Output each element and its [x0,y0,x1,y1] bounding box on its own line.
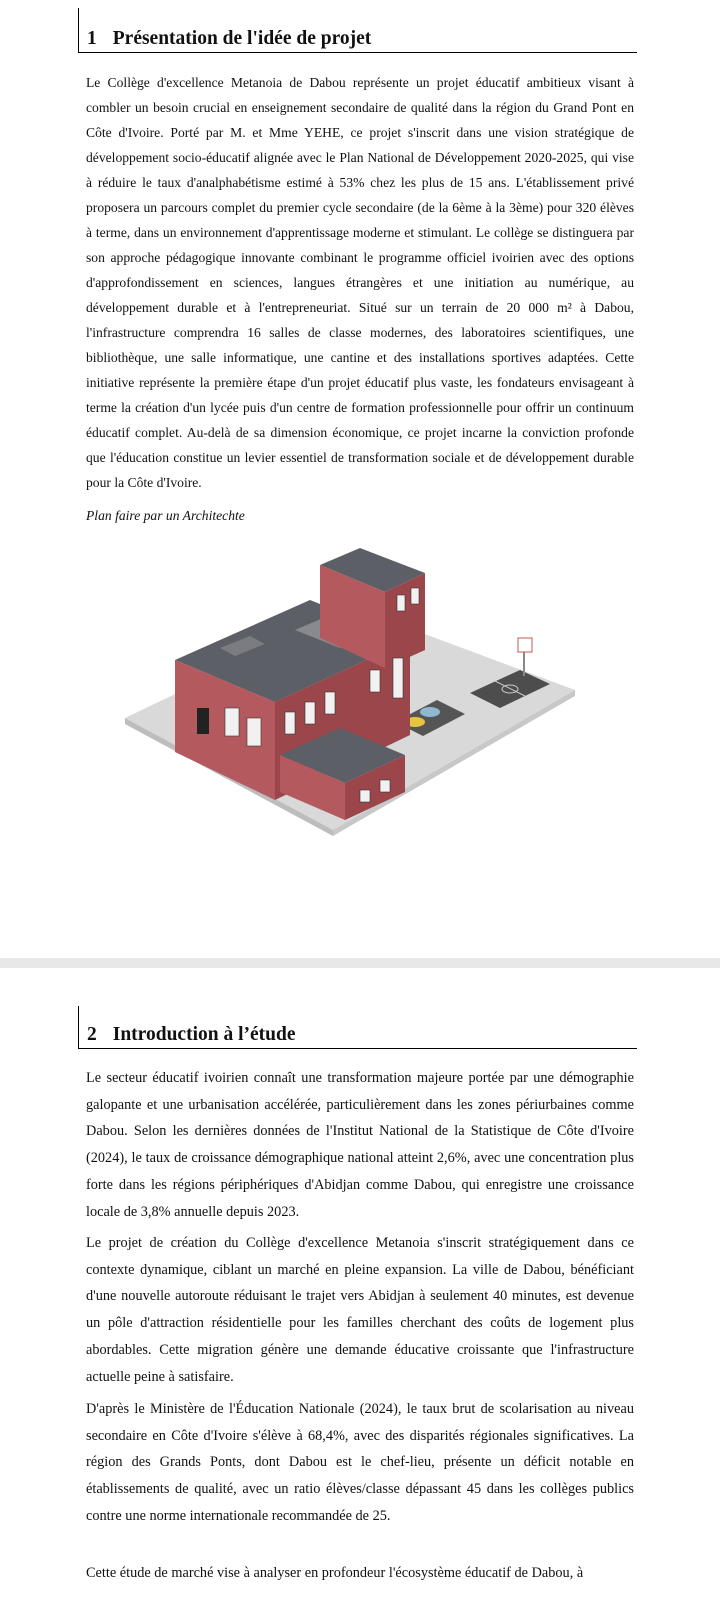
section-1-paragraph: Le Collège d'excellence Metanoia de Dabou représente un projet éducatif ambitieux visant à combler un besoin crucial en enseignement secondaire de qualité dans la région du Grand Pont en Côte d'Ivoire. Porté par M. et Mme YEHE, ce projet s'inscrit dans une vision stratégique de développement socio-éducatif alignée avec le Plan National de Développement 2020-2025, qui vise à réduire le taux d'analphabétisme estimé à 53% chez les plus de 15 ans. L'établissement privé proposera un parcours complet du premier cycle secondaire (de la 6ème à la 3ème) pour 320 élèves à terme, dans un environnement d'apprentissage moderne et stimulant. Le collège se distinguera par son approche pédagogique innovante combinant le programme officiel ivoirien avec des options d'approfondissement en sciences, langues étrangères et une initiation au numérique, au développement durable et à l'entrepreneuriat. Situé sur un terrain de 20 000 m² à Dabou, l'infrastructure comprendra 16 salles de classe modernes, des laboratoires scientifiques, une bibliothèque, une salle informatique, une cantine et des installations sportives adaptées. Cette initiative représente la première étape d'un projet éducatif plus vaste, les fondateurs envisageant à terme la création d'un lycée puis d'un centre de formation professionnelle pour offrir un continuum éducatif complet. Au-delà de sa dimension économique, ce projet incarne la conviction profonde que l'éducation constitue un levier essentiel de transformation sociale et de développement durable pour la Côte d'Ivoire. [86,75,634,490]
blue-car [420,707,440,717]
section-2-number: 2 [87,1024,97,1045]
section-2-title-text: Introduction à l’étude [112,1024,296,1045]
page-separator [0,958,720,968]
figure-caption: Plan faire par un Architechte [86,508,245,523]
section-2-paragraph-4: Cette étude de marché vise à analyser en profondeur l'écosystème éducatif de Dabou, à [86,1565,584,1581]
section-1-heading [78,8,637,53]
section-2-paragraph-3: D'après le Ministère de l'Éducation Nationale (2024), le taux brut de scolarisation au niveau secondaire en Côte d'Ivoire s'élève à 68,4%, avec des disparités régionales significatives. La région des Grands Ponts, dont Dabou est le chef-lieu, présente un déficit notable en établissements de qualité, avec un ratio élèves/classe dépassant 45 dans les collèges publics contre une norme internationale recommandée de 25. [86,1401,634,1524]
architect-building-illustration [125,540,595,860]
document-page-2 [0,968,720,1612]
section-1-title [79,26,371,52]
section-2-heading [78,1006,637,1049]
basketball-hoop [518,638,532,652]
section-2-title [79,1022,296,1048]
section-1-title-text: Présentation de l'idée de projet [112,28,372,49]
section-1-number: 1 [87,28,97,49]
entrance-door [197,708,209,734]
section-2-paragraph-2: Le projet de création du Collège d'excellence Metanoia s'inscrit stratégiquement dans ce contexte dynamique, ciblant un marché en pleine expansion. La ville de Dabou, bénéficiant d'une nouvelle autoroute réduisant le trajet vers Abidjan à seulement 40 minutes, est devenue un pôle d'attraction résidentielle pour les familles cherchant des coûts de logement plus abordables. Cette migration génère une demande éducative croissante que l'infrastructure actuelle peine à satisfaire. [86,1235,634,1385]
section-2-paragraph-1: Le secteur éducatif ivoirien connaît une transformation majeure portée par une démographie galopante et une urbanisation accélérée, particulièrement dans les zones périurbaines comme Dabou. Selon les dernières données de l'Institut National de la Statistique de Côte d'Ivoire (2024), le taux de croissance démographique national atteint 2,6%, avec une concentration plus forte dans les régions périphériques d'Abidjan comme Dabou, qui enregistre une croissance locale de 3,8% annuelle depuis 2023. [86,1070,634,1220]
